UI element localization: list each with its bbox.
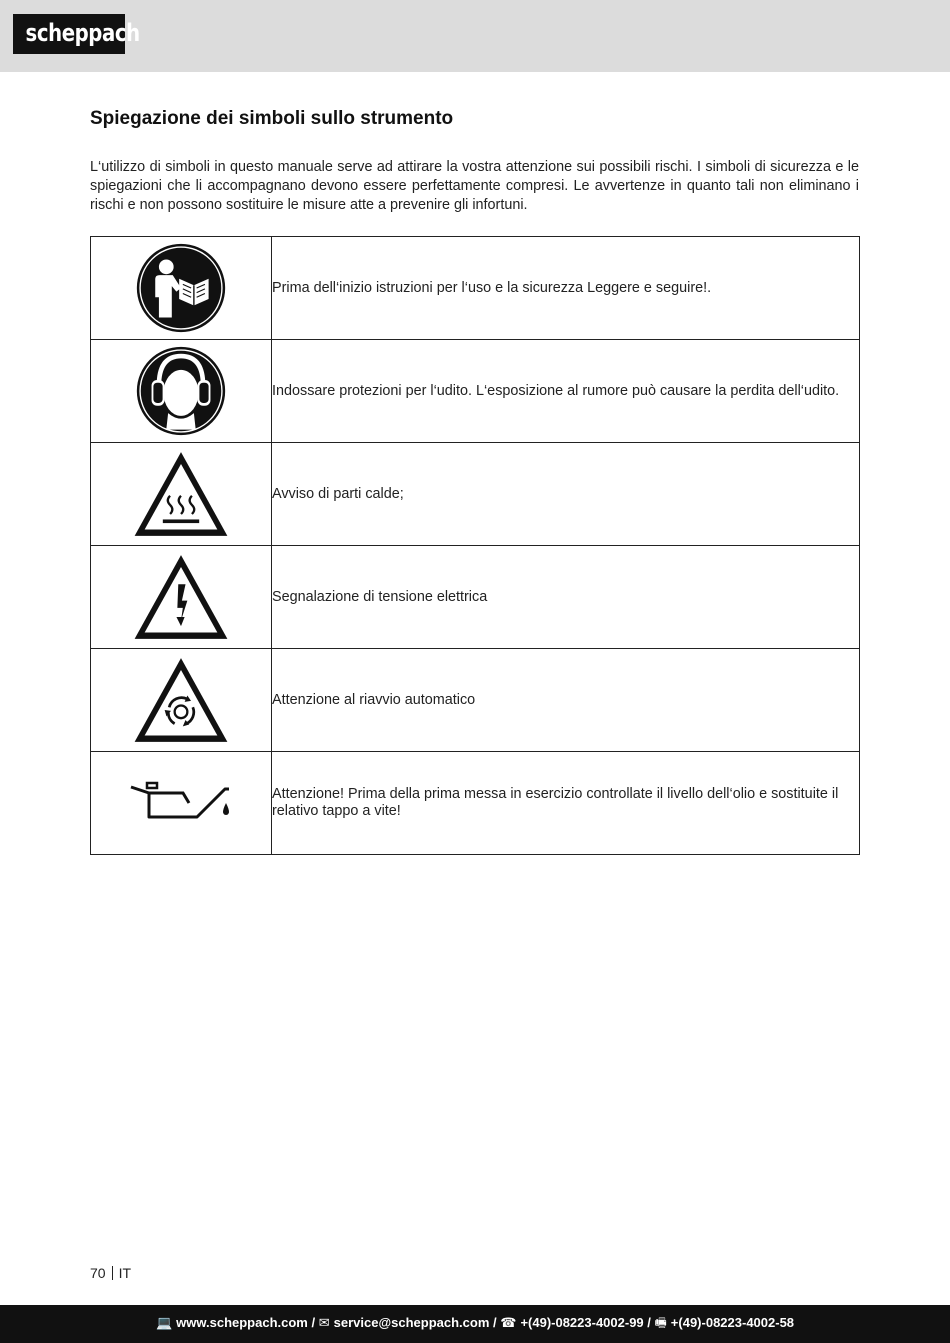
intro-paragraph: L‘utilizzo di simboli in questo manuale serve ad attirare la vostra attenzione sui possibili rischi. I simboli di sicurezza e le spiegazioni che li accompagnano devono essere perfettamente compresi. Le avvertenze in quanto tali non eliminano i rischi e non possono sostituire le misure atte a prevenire gli infortuni. <box>90 159 859 213</box>
symbol-description: Attenzione al riavvio automatico <box>272 649 860 752</box>
read-manual-icon <box>135 242 227 334</box>
table-row <box>91 546 860 649</box>
page-number: 70 IT <box>90 1265 132 1281</box>
laptop-icon: 💻 <box>155 1315 173 1330</box>
footer-website[interactable]: www.scheppach.com <box>176 1315 308 1330</box>
automatic-restart-warning-icon <box>131 654 231 746</box>
footer-phone: +(49)-08223-4002-99 <box>520 1315 644 1330</box>
page-footer: 💻 www.scheppach.com / ✉ service@scheppach.com / ☎ +(49)-08223-4002-99 / 🖷 +(49)-08223-4002-58 <box>0 1305 950 1343</box>
table-row <box>91 649 860 752</box>
email-icon: ✉ <box>318 1315 330 1330</box>
symbol-description: Segnalazione di tensione elettrica <box>272 546 860 649</box>
table-row <box>91 340 860 443</box>
symbol-description: Prima dell‘inizio istruzioni per l‘uso e la sicurezza Leggere e seguire!. <box>272 237 860 340</box>
symbol-description: Avviso di parti calde; <box>272 443 860 546</box>
oil-can-icon <box>129 781 233 825</box>
electric-voltage-warning-icon <box>131 551 231 643</box>
table-row <box>91 237 860 340</box>
symbol-description: Attenzione! Prima della prima messa in esercizio controllate il livello dell‘olio e sostituite il relativo tappo a vite! <box>272 752 860 855</box>
scheppach-logo: scheppach <box>13 14 125 54</box>
table-row <box>91 443 860 546</box>
hot-surface-warning-icon <box>131 448 231 540</box>
page-header <box>0 0 950 72</box>
footer-email[interactable]: service@scheppach.com <box>333 1315 490 1330</box>
fax-icon: 🖷 <box>654 1315 667 1330</box>
page-separator <box>112 1266 113 1280</box>
symbol-description: Indossare protezioni per l‘udito. L‘esposizione al rumore può causare la perdita dell‘udito. <box>272 340 860 443</box>
section-title: Spiegazione dei simboli sullo strumento <box>90 108 454 129</box>
phone-icon: ☎ <box>500 1315 517 1330</box>
symbols-table <box>90 236 860 855</box>
footer-fax: +(49)-08223-4002-58 <box>670 1315 795 1330</box>
table-row <box>91 752 860 855</box>
ear-protection-icon <box>135 345 227 437</box>
